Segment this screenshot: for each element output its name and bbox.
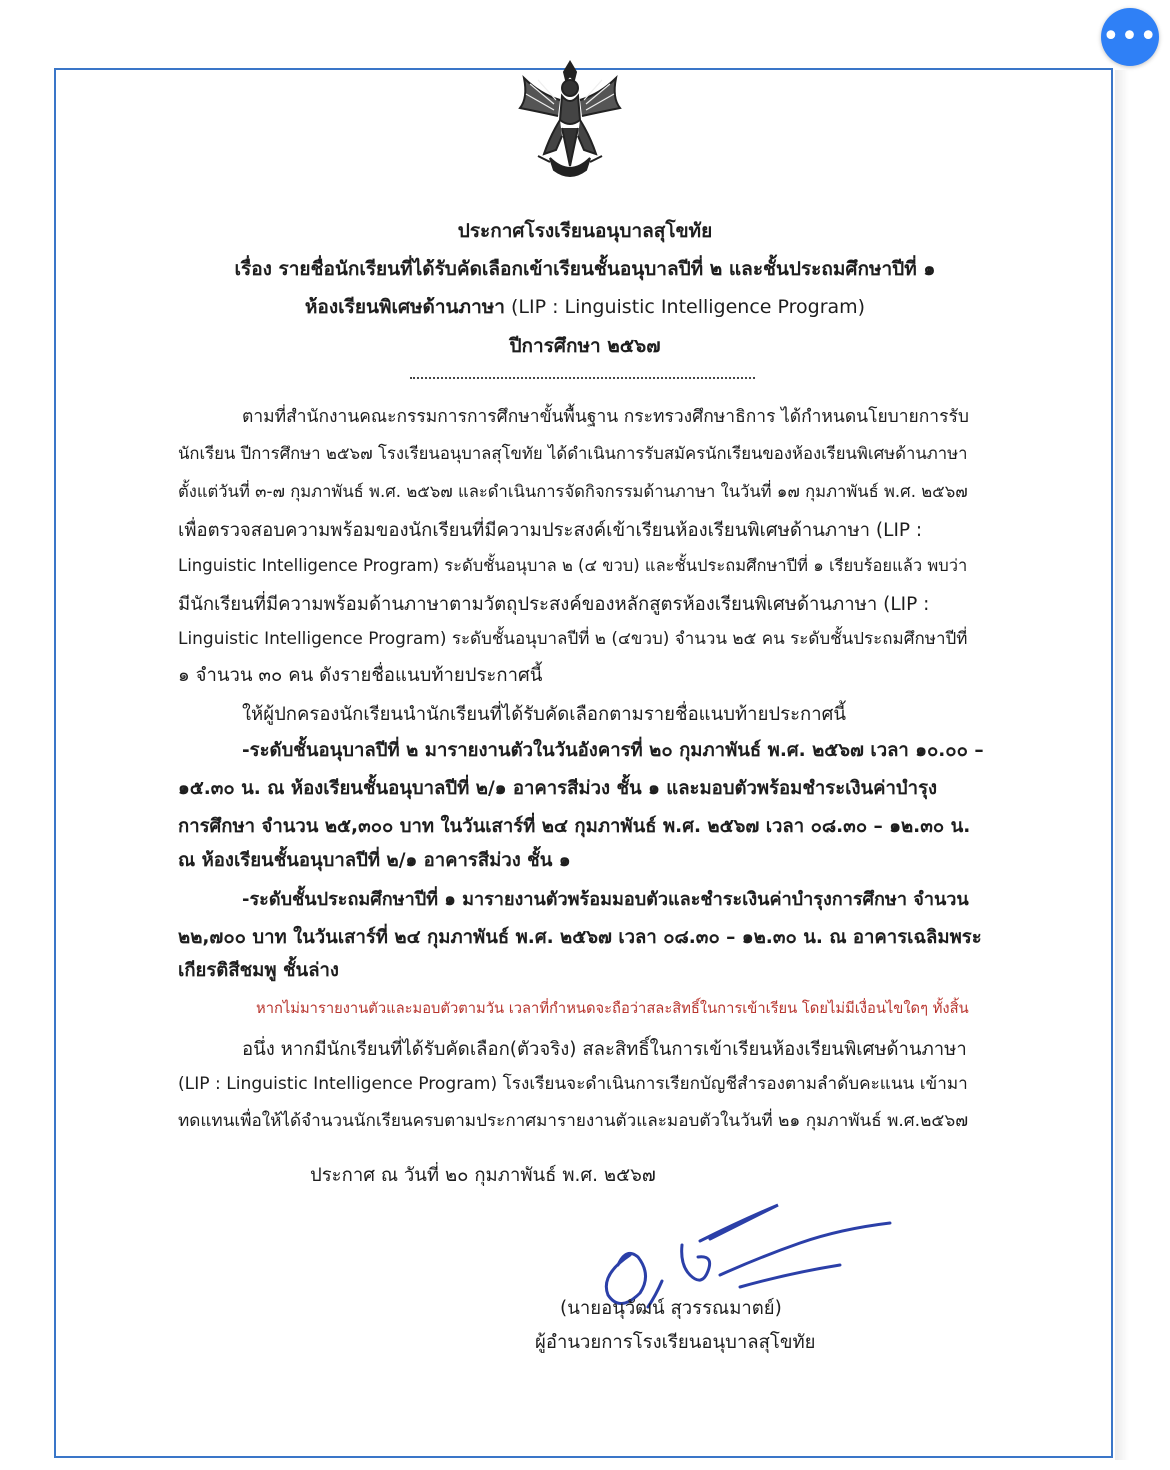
page-shadow bbox=[1115, 70, 1129, 1460]
garuda-emblem-icon bbox=[510, 58, 630, 186]
forfeit-warning: หากไม่มารายงานตัวและมอบตัวตามวัน เวลาที่กำหนดจะถือว่าสละสิทธิ์ในการเข้าเรียน โดยไม่มีเงื่อนไขใดๆ ทั้งสิ้น bbox=[256, 1000, 969, 1017]
signature-scribble bbox=[590, 1195, 900, 1315]
announcement-title: ประกาศโรงเรียนอนุบาลสุโขทัย bbox=[457, 220, 713, 242]
body-line: ตั้งแต่วันที่ ๓-๗ กุมภาพันธ์ พ.ศ. ๒๕๖๗ และดำเนินการจัดกิจกรรมด้านภาษา ในวันที่ ๑๗ กุมภาพันธ์ พ.ศ. ๒๕๖๗ bbox=[178, 482, 968, 501]
signatory-title: ผู้อำนวยการโรงเรียนอนุบาลสุโขทัย bbox=[535, 1332, 816, 1353]
body-line: นักเรียน ปีการศึกษา ๒๕๖๗ โรงเรียนอนุบาลสุโขทัย ได้ดำเนินการรับสมัครนักเรียนของห้องเรียนพิเศษด้านภาษา bbox=[178, 444, 968, 463]
reserve-list-line: ทดแทนเพื่อให้ได้จำนวนนักเรียนครบตามประกาศมารายงานตัวและมอบตัวในวันที่ ๒๑ กุมภาพันธ์ พ.ศ.๒๕๖๗ bbox=[178, 1111, 969, 1131]
kindergarten-schedule-line: การศึกษา จำนวน ๒๕,๓๐๐ บาท ในวันเสาร์ที่ ๒๔ กุมภาพันธ์ พ.ศ. ๒๕๖๗ เวลา ๐๘.๓๐ – ๑๒.๓๐ น. bbox=[178, 816, 971, 837]
more-options-button[interactable] bbox=[1101, 8, 1159, 66]
announcement-date: ประกาศ ณ วันที่ ๒๐ กุมภาพันธ์ พ.ศ. ๒๕๖๗ bbox=[310, 1165, 656, 1186]
more-horizontal-icon: ••• bbox=[1101, 19, 1159, 54]
program-name-thai: ห้องเรียนพิเศษด้านภาษา bbox=[304, 296, 505, 318]
kindergarten-schedule-line: ๑๕.๓๐ น. ณ ห้องเรียนชั้นอนุบาลปีที่ ๒/๑ อาคารสีม่วง ชั้น ๑ และมอบตัวพร้อมชำระเงินค่าบำรุง bbox=[178, 778, 938, 799]
kindergarten-schedule-line: -ระดับชั้นอนุบาลปีที่ ๒ มารายงานตัวในวันอังคารที่ ๒๐ กุมภาพันธ์ พ.ศ. ๒๕๖๗ เวลา ๑๐.๐๐ – bbox=[242, 740, 984, 761]
program-name bbox=[180, 298, 990, 317]
body-line: Linguistic Intelligence Program) ระดับชั้นอนุบาลปีที่ ๒ (๔ขวบ) จำนวน ๒๕ คน ระดับชั้นประถมศึกษาปีที่ bbox=[178, 629, 968, 649]
reserve-list-line: (LIP : Linguistic Intelligence Program) โรงเรียนจะดำเนินการเรียกบัญชีสำรองตามลำดับคะแนน เข้ามา bbox=[178, 1074, 968, 1094]
body-line: มีนักเรียนที่มีความพร้อมด้านภาษาตามวัตถุประสงค์ของหลักสูตรห้องเรียนพิเศษด้านภาษา (LIP : bbox=[178, 594, 930, 615]
signatory-name: (นายอนุวัฒน์ สุวรรณมาตย์) bbox=[560, 1298, 782, 1319]
dotted-divider bbox=[410, 377, 755, 379]
primary-schedule-line: เกียรติสีชมพู ชั้นล่าง bbox=[178, 960, 339, 981]
instruction-line: ให้ผู้ปกครองนักเรียนนำนักเรียนที่ได้รับคัดเลือกตามรายชื่อแนบท้ายประกาศนี้ bbox=[242, 704, 847, 725]
primary-schedule-line: -ระดับชั้นประถมศึกษาปีที่ ๑ มารายงานตัวพร้อมมอบตัวและชำระเงินค่าบำรุงการศึกษา จำนวน bbox=[242, 889, 969, 910]
academic-year: ปีการศึกษา ๒๕๖๗ bbox=[509, 335, 661, 357]
body-line: ๑ จำนวน ๓๐ คน ดังรายชื่อแนบท้ายประกาศนี้ bbox=[178, 665, 543, 686]
primary-schedule-line: ๒๒,๗๐๐ บาท ในวันเสาร์ที่ ๒๔ กุมภาพันธ์ พ.ศ. ๒๕๖๗ เวลา ๐๘.๓๐ – ๑๒.๓๐ น. ณ อาคารเฉลิมพระ bbox=[178, 927, 982, 948]
program-name-english: (LIP : Linguistic Intelligence Program) bbox=[504, 296, 866, 318]
announcement-subject: เรื่อง รายชื่อนักเรียนที่ได้รับคัดเลือกเข้าเรียนชั้นอนุบาลปีที่ ๒ และชั้นประถมศึกษาปีที่ ๑ bbox=[234, 258, 936, 280]
body-line: ตามที่สำนักงานคณะกรรมการการศึกษาขั้นพื้นฐาน กระทรวงศึกษาธิการ ได้กำหนดนโยบายการรับ bbox=[242, 407, 969, 427]
reserve-list-line: อนึ่ง หากมีนักเรียนที่ได้รับคัดเลือก(ตัวจริง) สละสิทธิ์ในการเข้าเรียนห้องเรียนพิเศษด้านภาษา bbox=[242, 1039, 967, 1060]
body-line: Linguistic Intelligence Program) ระดับชั้นอนุบาล ๒ (๔ ขวบ) และชั้นประถมศึกษาปีที่ ๑ เรียบร้อยแล้ว พบว่า bbox=[178, 556, 968, 575]
kindergarten-schedule-line: ณ ห้องเรียนชั้นอนุบาลปีที่ ๒/๑ อาคารสีม่วง ชั้น ๑ bbox=[178, 850, 571, 871]
body-line: เพื่อตรวจสอบความพร้อมของนักเรียนที่มีความประสงค์เข้าเรียนห้องเรียนพิเศษด้านภาษา (LIP : bbox=[178, 520, 923, 541]
